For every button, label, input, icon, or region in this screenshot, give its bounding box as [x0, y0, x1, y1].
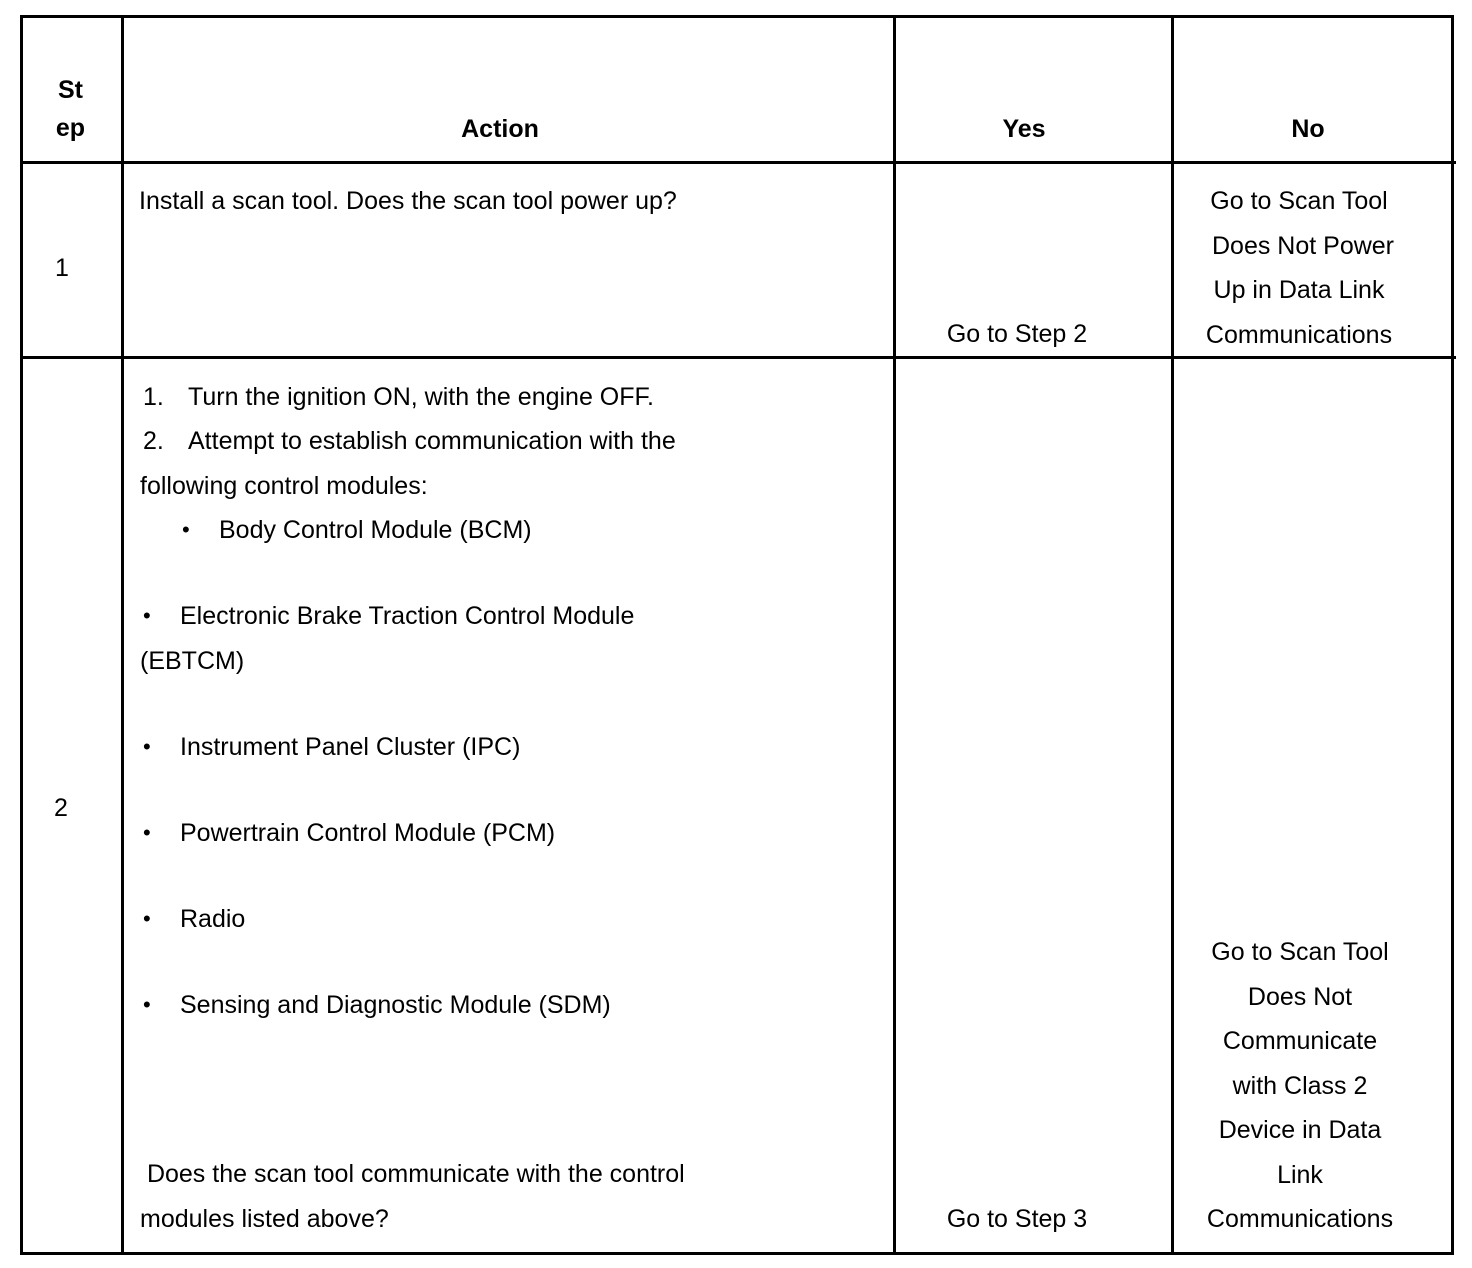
no-result-line: with Class 2: [1232, 1071, 1368, 1100]
module-item: Instrument Panel Cluster (IPC): [180, 733, 521, 761]
list-item-text: Turn the ignition ON, with the engine OFF.: [188, 383, 654, 411]
yes-result: Go to Step 3: [946, 1205, 1088, 1233]
bullet-icon: •: [182, 517, 190, 542]
no-result: [1174, 179, 1424, 357]
bullet-icon: •: [143, 734, 151, 759]
column-divider: [121, 15, 124, 1255]
module-item: Radio: [180, 905, 246, 933]
list-item-continuation: following control modules:: [140, 472, 428, 500]
no-result-line: Go to Scan Tool: [1211, 938, 1389, 966]
bullet-icon: •: [143, 992, 151, 1017]
list-item-text: Attempt to establish communication with the: [188, 427, 676, 455]
no-result-line: Go to Scan Tool: [1210, 187, 1388, 215]
no-result-line: Device in Data: [1218, 1116, 1382, 1144]
no-result-line: Link: [1277, 1160, 1323, 1189]
list-item-number: 1.: [143, 383, 164, 411]
no-result: [1174, 930, 1426, 1242]
list-item-number: 2.: [143, 427, 164, 455]
no-result-line: Up in Data Link: [1213, 276, 1385, 304]
no-result-line: Communicate: [1222, 1027, 1378, 1055]
header-yes: Yes: [1002, 115, 1046, 143]
module-item: Sensing and Diagnostic Module (SDM): [180, 991, 611, 1019]
column-divider: [893, 15, 896, 1255]
no-result-line: Communications: [1206, 1205, 1394, 1233]
bullet-icon: •: [143, 603, 151, 628]
question-text: modules listed above?: [140, 1205, 389, 1233]
header-step-line: St: [58, 76, 83, 104]
module-item-continuation: (EBTCM): [140, 647, 245, 675]
header-action: Action: [461, 115, 539, 143]
header-step: [20, 71, 121, 147]
question-text: Does the scan tool communicate with the control: [140, 1160, 685, 1188]
no-result-line: Does Not Power: [1211, 231, 1395, 260]
no-result-line: Communications: [1205, 320, 1393, 349]
step-number: 2: [54, 794, 68, 822]
header-step-line: ep: [55, 114, 86, 142]
step-number: 1: [55, 254, 69, 282]
bullet-icon: •: [143, 906, 151, 931]
module-item: Body Control Module (BCM): [219, 516, 532, 544]
row-divider: [20, 161, 1456, 164]
no-result-line: Does Not: [1247, 982, 1353, 1011]
yes-result: Go to Step 2: [946, 320, 1088, 348]
module-item: Powertrain Control Module (PCM): [180, 819, 556, 847]
bullet-icon: •: [143, 820, 151, 845]
action-text: Install a scan tool. Does the scan tool power up?: [139, 187, 677, 215]
module-item: Electronic Brake Traction Control Module: [180, 602, 635, 630]
header-no: No: [1291, 115, 1325, 143]
